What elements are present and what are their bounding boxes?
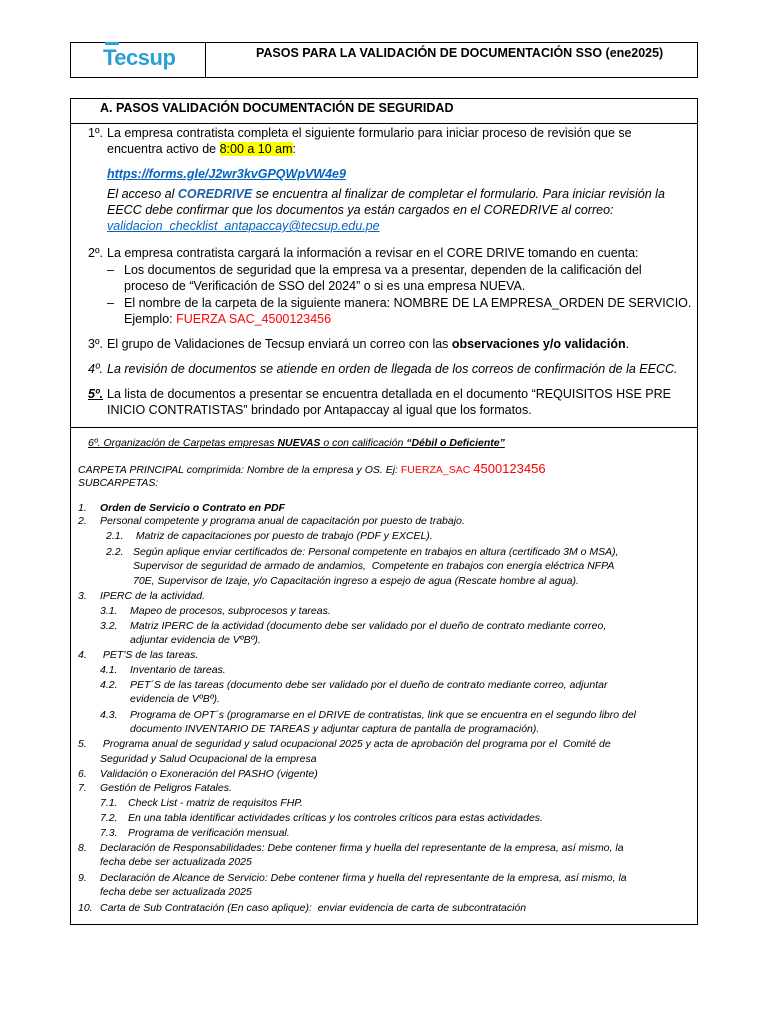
item-text: fecha debe ser actualizada 2025 [100, 856, 252, 868]
item-number: 10. [78, 902, 93, 914]
form-link[interactable]: https://forms.gle/J2wr3kvGPQWpVW4e9 [107, 167, 346, 181]
carpeta-example-os: 4500123456 [473, 461, 546, 476]
step1-line2 [107, 142, 296, 158]
item-text: Gestión de Peligros Fatales. [100, 782, 232, 794]
item-text: Carta de Sub Contratación (En caso aplique): enviar evidencia de carta de subcontratación [100, 902, 527, 914]
document-title: PASOS PARA LA VALIDACIÓN DE DOCUMENTACIÓN SSO (ene2025) [256, 46, 664, 60]
schedule-highlight: 8:00 a 10 am [219, 142, 293, 156]
step1-line1: La empresa contratista completa el siguiente formulario para iniciar proceso de revisión que se [107, 126, 632, 140]
item-text: Programa de OPT´s (programarse en el DRIVE de contratistas, link que se encuentra en el segundo libro del [130, 709, 637, 721]
step1-number: 1º. [88, 126, 103, 140]
step2-line1: La empresa contratista cargará la información a revisar en el CORE DRIVE tomando en cuenta: [107, 246, 639, 260]
item-number: 7.1. [100, 797, 118, 809]
note-text-cont: se encuentra al finalizar de completar el formulario. Para iniciar revisión la [252, 187, 665, 201]
email-link[interactable]: validacion_checklist_antapaccay@tecsup.edu.pe [107, 219, 380, 233]
item-number: 4.1. [100, 664, 118, 676]
step4-text: La revisión de documentos se atiende en orden de llegada de los correos de confirmación de la EECC. [107, 362, 678, 376]
item-number: 9. [78, 872, 87, 884]
step1-note-line2: EECC debe confirmar que los documentos ya están cargados en el COREDRIVE al correo: [107, 203, 614, 217]
carpeta-principal-text: CARPETA PRINCIPAL comprimida: Nombre de la empresa y OS. Ej: [78, 464, 401, 476]
section-a-title-divider [70, 123, 698, 124]
section-6-number: 6º. [88, 437, 104, 449]
item-number: 1. [78, 502, 87, 514]
item-text: Matriz IPERC de la actividad (documento debe ser validado por el dueño de contrato mediante correo, [130, 620, 607, 632]
item-number: 7. [78, 782, 87, 794]
item-number: 2. [78, 515, 87, 527]
item-text: Orden de Servicio o Contrato en PDF [100, 502, 285, 514]
item-number: 6. [78, 768, 87, 780]
item-text: 70E, Supervisor de Izaje, y/o Capacitación ingreso a espejo de agua (Rescate hombre al agua). [133, 575, 579, 587]
tecsup-logo: Tecsup [103, 45, 175, 71]
item-text: Declaración de Responsabilidades: Debe contener firma y huella del representante de la empresa, así mismo, la [100, 842, 624, 854]
step3-number: 3º. [88, 337, 103, 351]
step1-line2-colon: : [292, 142, 297, 156]
step5-line2: INICIO CONTRATISTAS” brindado por Antapaccay al igual que los formatos. [107, 403, 532, 417]
carpeta-example-company: FUERZA_SAC [400, 464, 474, 476]
note-text: El acceso al [107, 187, 178, 201]
item-number: 4.2. [100, 679, 118, 691]
step2-number: 2º. [88, 246, 103, 260]
item-number: 2.2. [106, 546, 124, 558]
step3-text-bold: observaciones y/o validación [451, 337, 626, 351]
item-text: Declaración de Alcance de Servicio: Debe contener firma y huella del representante de la empresa, así mismo, la [100, 872, 627, 884]
step2-bullet1-line2: proceso de “Verificación de SSO del 2024” o si es una empresa NUEVA. [124, 279, 526, 293]
step3-text-pre: El grupo de Validaciones de Tecsup enviará un correo con las [107, 337, 452, 351]
section-6-rating: “Débil o Deficiente” [406, 437, 505, 449]
item-text: PET´S de las tareas (documento debe ser validado por el dueño de contrato mediante correo, adjuntar [130, 679, 608, 691]
item-text: Programa anual de seguridad y salud ocupacional 2025 y acta de aprobación del programa por el Comité de [100, 738, 611, 750]
step3-text-post: . [625, 337, 630, 351]
item-text: Validación o Exoneración del PASHO (vigente) [100, 768, 318, 780]
item-text: adjuntar evidencia de VºBº). [130, 634, 261, 646]
item-text: Inventario de tareas. [130, 664, 226, 676]
item-text: Supervisor de seguridad de armado de andamios, Competente en trabajos con energía eléctrica NFPA [133, 560, 615, 572]
item-number: 4.3. [100, 709, 118, 721]
item-text: Según aplique enviar certificados de: Personal competente en trabajos en altura (certificado 3M o MSA), [133, 546, 619, 558]
item-number: 5. [78, 738, 87, 750]
item-text: Programa de verificación mensual. [128, 827, 290, 839]
item-number: 4. [78, 649, 87, 661]
section-6-nuevas: NUEVAS [277, 437, 321, 449]
item-text: PET'S de las tareas. [100, 649, 199, 661]
example-label: Ejemplo: [124, 312, 177, 326]
item-number: 7.2. [100, 812, 118, 824]
item-text: Personal competente y programa anual de capacitación por puesto de trabajo. [100, 515, 465, 527]
section-6-heading-text: Organización de Carpetas empresas [103, 437, 278, 449]
step1-line2-text: encuentra activo de [107, 142, 220, 156]
bullet-dash-1: – [107, 263, 114, 277]
item-text: En una tabla identificar actividades críticas y los controles críticos para estas actividades. [128, 812, 543, 824]
item-text: evidencia de VºBº). [130, 693, 220, 705]
item-number: 8. [78, 842, 87, 854]
header-divider [205, 42, 206, 78]
step5-number: 5º. [88, 387, 103, 401]
bullet-dash-2: – [107, 296, 114, 310]
step5-line1: La lista de documentos a presentar se encuentra detallada en el documento “REQUISITOS HSE PRE [107, 387, 671, 401]
item-text: Matriz de capacitaciones por puesto de trabajo (PDF y EXCEL). [130, 530, 433, 542]
step4-number: 4º. [88, 362, 103, 376]
step2-bullet2-line1: El nombre de la carpeta de la siguiente manera: NOMBRE DE LA EMPRESA_ORDEN DE SERVICIO. [124, 296, 692, 310]
item-number: 3.2. [100, 620, 118, 632]
item-number: 7.3. [100, 827, 118, 839]
item-number: 2.1. [106, 530, 124, 542]
item-text: Seguridad y Salud Ocupacional de la empresa [100, 753, 317, 765]
item-text: fecha debe ser actualizada 2025 [100, 886, 252, 898]
section-6-heading-mid: o con calificación [320, 437, 407, 449]
step2-bullet2-line2 [124, 312, 331, 328]
item-text: IPERC de la actividad. [100, 590, 206, 602]
section-6-heading [88, 437, 505, 450]
section-a-title: A. PASOS VALIDACIÓN DOCUMENTACIÓN DE SEGURIDAD [100, 101, 454, 115]
item-text: documento INVENTARIO DE TAREAS y adjuntar captura de pantalla de programación). [130, 723, 540, 735]
item-number: 3. [78, 590, 87, 602]
carpeta-principal [78, 462, 546, 477]
step1-note-line1 [107, 187, 665, 203]
example-folder-name: FUERZA SAC_4500123456 [176, 312, 332, 326]
item-text: Check List - matriz de requisitos FHP. [128, 797, 303, 809]
subcarpetas-label: SUBCARPETAS: [78, 477, 159, 489]
step2-bullet1-line1: Los documentos de seguridad que la empresa va a presentar, dependen de la calificación del [124, 263, 642, 277]
item-number: 3.1. [100, 605, 118, 617]
step3-text [107, 337, 629, 353]
coredrive-label: COREDRIVE [177, 187, 253, 201]
item-text: Mapeo de procesos, subprocesos y tareas. [130, 605, 331, 617]
